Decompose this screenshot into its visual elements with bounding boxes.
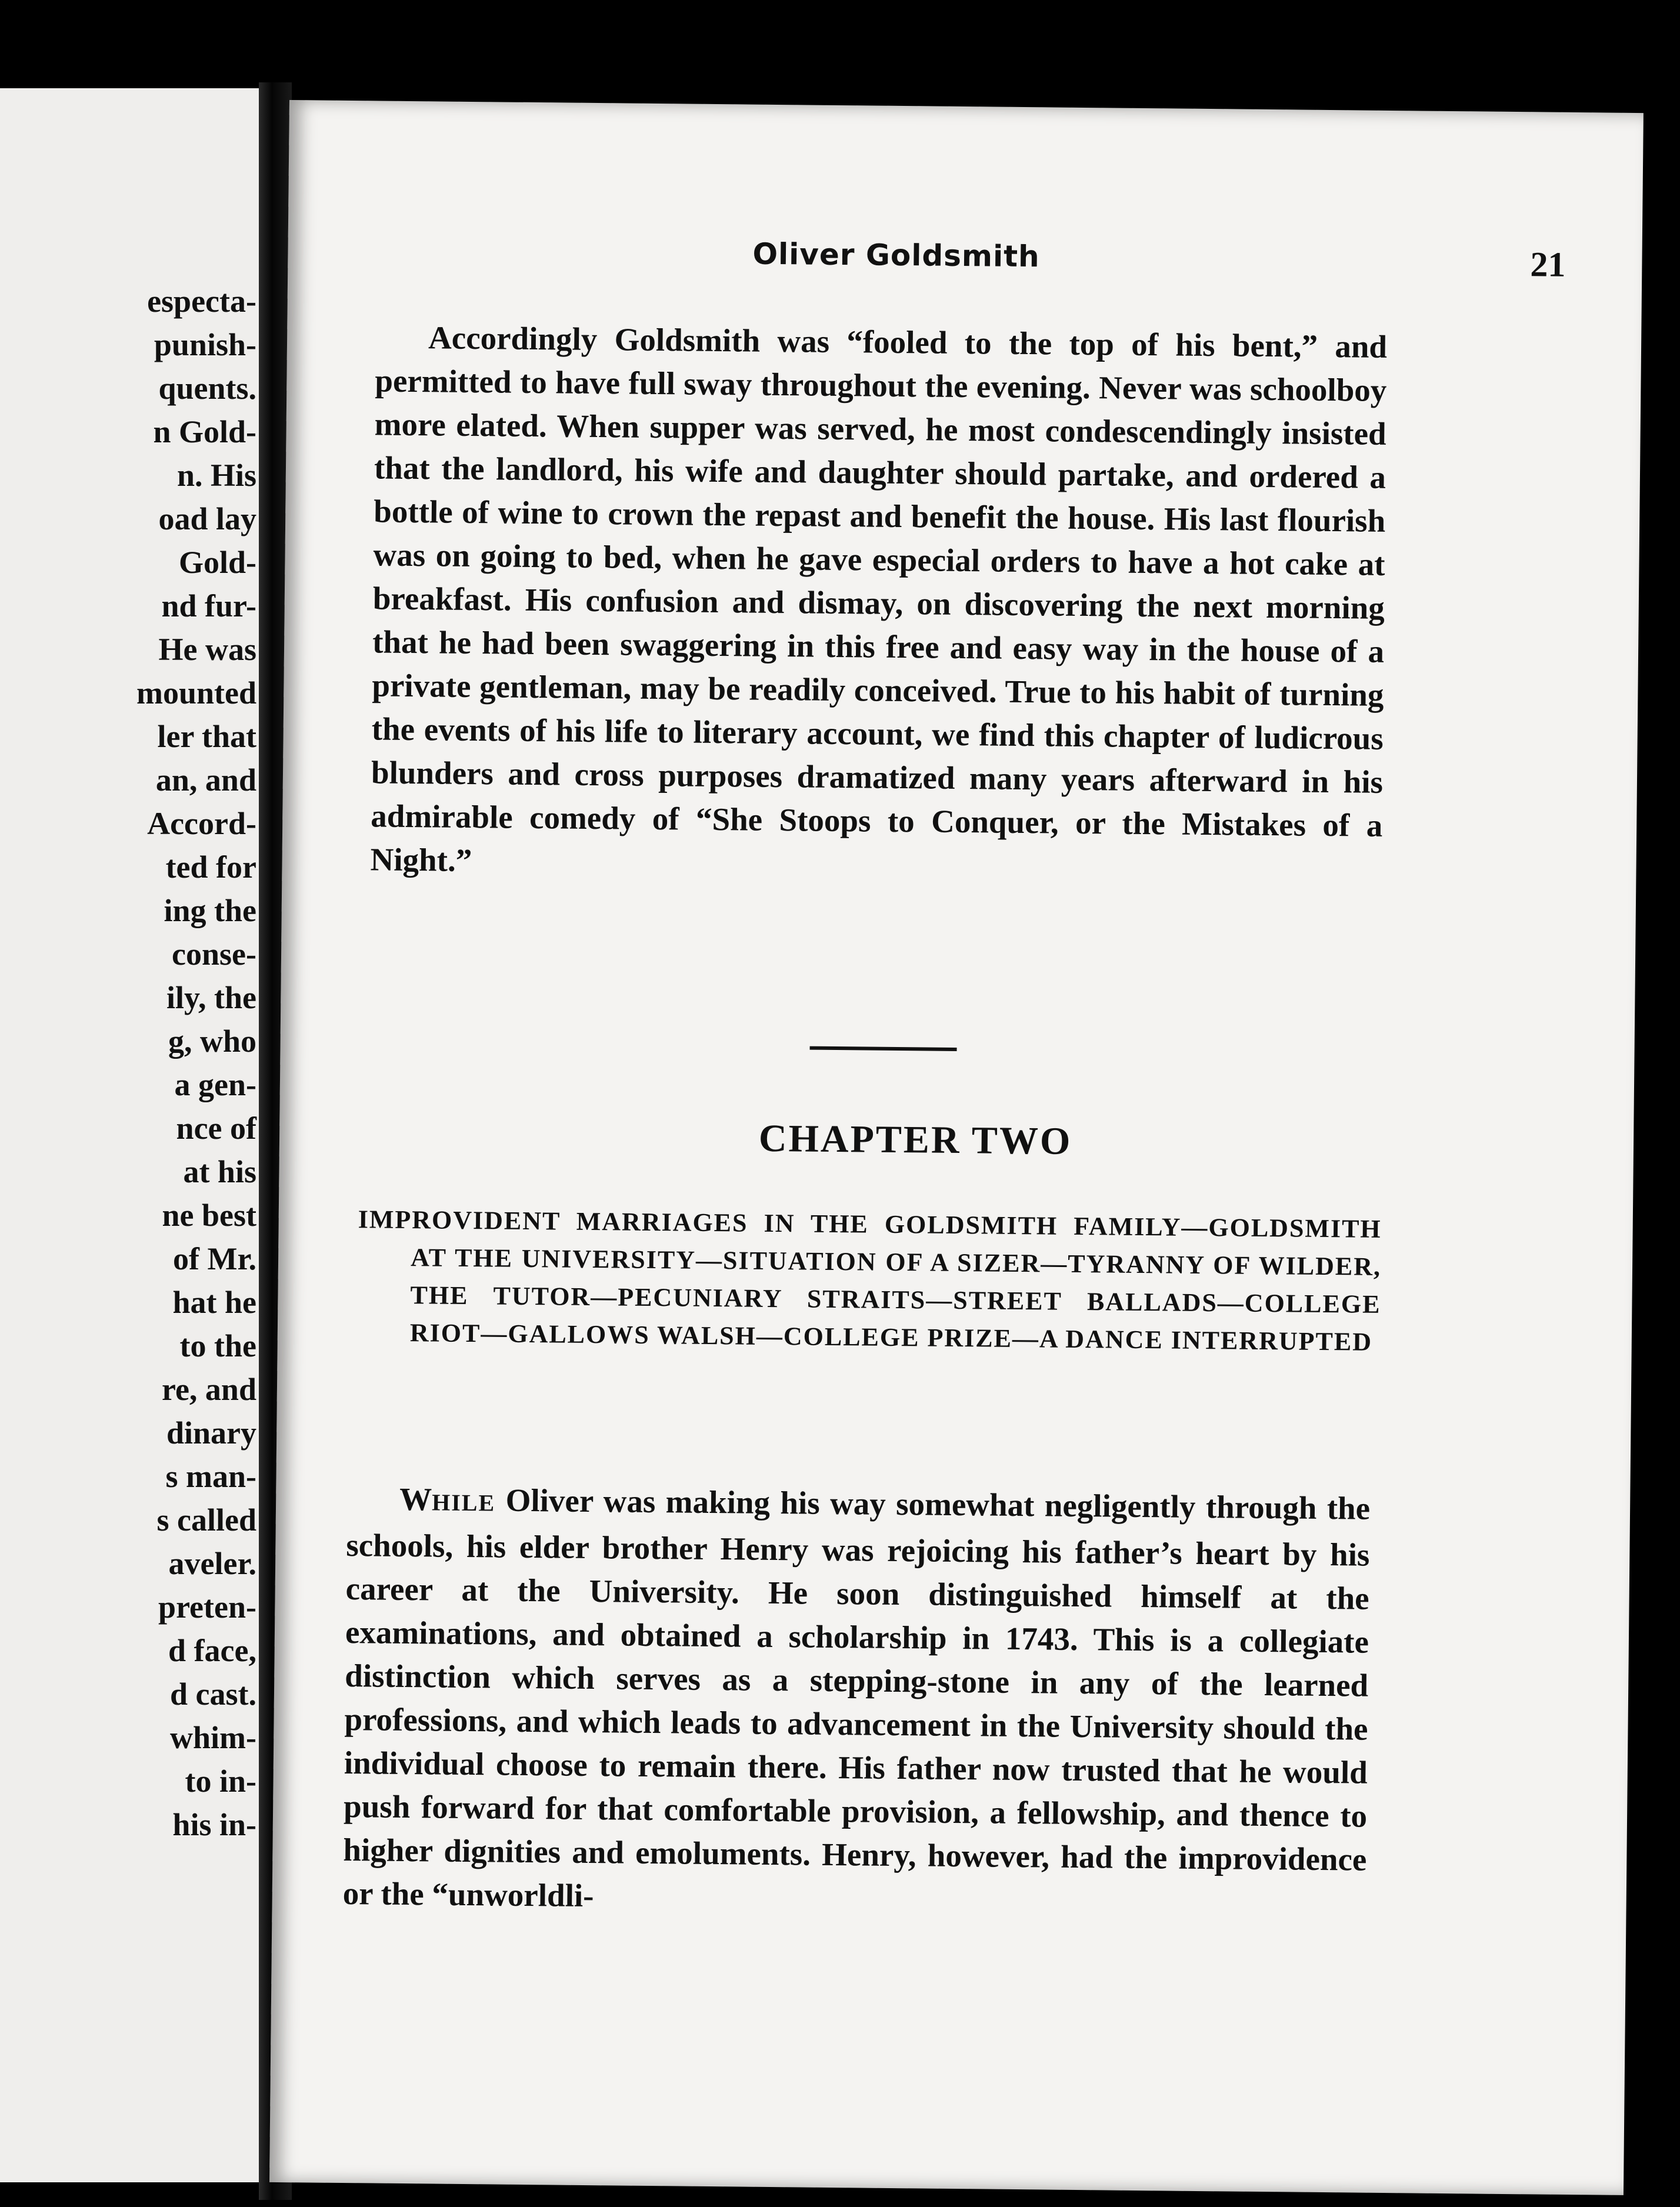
text-fragment: d cast. [170,1676,256,1712]
text-fragment: to in- [185,1763,256,1799]
facing-page-text-fragments [136,279,256,1846]
chapter-heading: CHAPTER TWO [758,1116,1072,1163]
paragraph-1 [370,315,1387,891]
page-number: 21 [1530,245,1566,284]
text-fragment: ily, the [166,980,256,1015]
text-fragment: nce of [176,1111,256,1146]
text-fragment: n Gold- [153,414,256,449]
text-fragment: nd fur- [161,588,256,624]
text-fragment: ne best [162,1198,256,1233]
text-fragment: s man- [165,1459,256,1494]
text-fragment: of Mr. [173,1241,256,1276]
text-fragment: conse- [172,936,256,972]
running-title: Oliver Goldsmith [752,236,1040,274]
text-fragment: s called [156,1502,256,1538]
text-fragment: especta- [147,284,256,319]
text-fragment: Accord- [147,806,256,841]
paragraph-indent [346,1509,399,1510]
text-fragment: oad lay [158,501,256,536]
text-fragment: mounted [136,675,256,711]
text-fragment: at his [183,1154,256,1189]
text-fragment: to the [179,1328,256,1363]
text-fragment: re, and [161,1372,256,1407]
initial-letter: W [399,1481,432,1518]
text-fragment: ing the [164,893,256,928]
paragraph-1-text: Accordingly Goldsmith was “fooled to the top of his bent,” and permitted to have full sway throughout the evening. Never was schoolboy more elated. When supper was served, he most condescendingly insisted that the landlord, his wife and daughter should partake, and ordered a bottle of wine to crown the repast and benefit the house. His last flourish was on going to bed, when he gave especial orders to have a hot cake at breakfast. His confusion and dismay, on discovering the next morning that he had been swaggering in this free and easy way in the house of a private gentleman, may be readily conceived. True to his habit of turning the events of his life to literary account, we find this chapter of ludicrous blunders and cross purposes dramatized many years afterward in his admirable comedy of “She Stoops to Conquer, or the Mistakes of a Night.” [370,319,1388,879]
text-fragment: preten- [158,1589,256,1625]
text-fragment: whim- [170,1720,256,1755]
text-fragment: Gold- [178,545,256,580]
paragraph-2 [342,1477,1370,1925]
text-fragment: d face, [168,1633,256,1668]
text-fragment: He was [158,632,256,667]
text-fragment: quents. [158,371,256,406]
text-fragment: aveler. [168,1546,256,1581]
text-fragment: dinary [166,1415,256,1451]
page-right [269,100,1644,2195]
facing-page-left [0,88,264,2182]
text-fragment: punish- [154,327,256,362]
text-fragment: ted for [165,849,256,885]
chapter-summary: IMPROVIDENT MARRIAGES IN THE GOLDSMITH FAMILY—GOLDSMITH AT THE UNIVERSITY—SITUATION OF A SIZER—TYRANNY OF WILDER, THE TUTOR—PECUNIARY STRAITS—STREET BALLADS—COLLEGE RIOT—GALLOWS WALSH—COLLEGE PRIZE—A DANCE INTERRUPTED [358,1205,1382,1356]
text-fragment: hat he [172,1285,256,1320]
section-rule [810,1046,957,1051]
text-fragment: ler that [157,719,256,754]
running-header [288,232,1642,292]
text-fragment: his in- [172,1807,256,1842]
text-fragment: g, who [168,1024,256,1059]
text-fragment: a gen- [174,1067,256,1102]
text-fragment: an, and [155,762,256,798]
text-fragment: n. His [176,458,256,493]
paragraph-2-text: Oliver was making his way somewhat negligently through the schools, his elder brother Henry was rejoicing his father’s heart by his career at the University. He soon distinguished himself at the examinations, and obtained a scholarship in 1743. This is a collegiate distinction which serves as a stepping-stone in any of the learned professions, and which leads to advancement in the University should the individual choose to remain there. His father now trusted that he would push forward for that comfortable provision, a fellowship, and thence to higher dignities and emoluments. Henry, however, had the improvidence or the “unworldli- [342,1482,1371,1914]
initial-word-smallcaps: HILE [431,1489,496,1516]
